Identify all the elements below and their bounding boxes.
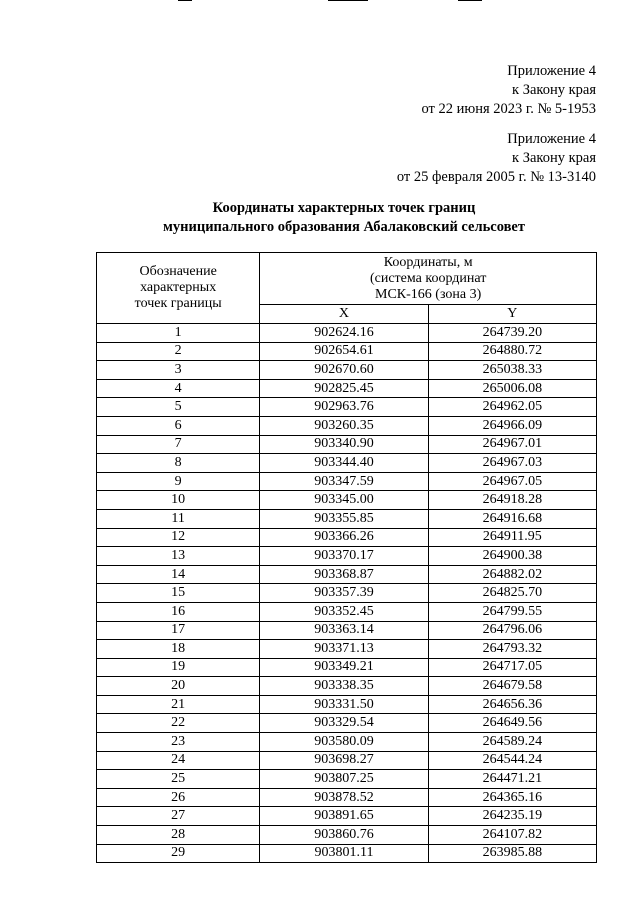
x-column-header: X [260, 305, 428, 324]
point-number-cell: 3 [97, 361, 260, 380]
table-row [97, 491, 597, 510]
y-coordinate-cell: 264962.05 [428, 398, 596, 417]
x-coordinate-cell: 903368.87 [260, 565, 428, 584]
annex-law-ref: к Закону края [512, 150, 596, 166]
title-line: муниципального образования Абалаковский сельсовет [163, 219, 525, 235]
annex-title: Приложение 4 [507, 131, 596, 147]
document-title [0, 199, 640, 237]
point-number-cell: 4 [97, 379, 260, 398]
point-number-cell: 28 [97, 826, 260, 845]
table-row [97, 770, 597, 789]
x-coordinate-cell: 903347.59 [260, 472, 428, 491]
x-coordinate-cell: 903801.11 [260, 844, 428, 863]
y-coordinate-cell: 264799.55 [428, 602, 596, 621]
y-coordinate-cell: 264916.68 [428, 509, 596, 528]
header-line: Обозначение [139, 264, 217, 279]
table-row [97, 788, 597, 807]
y-coordinate-cell: 264900.38 [428, 547, 596, 566]
point-number-cell: 15 [97, 584, 260, 603]
x-coordinate-cell: 902670.60 [260, 361, 428, 380]
x-coordinate-cell: 903340.90 [260, 435, 428, 454]
x-coordinate-cell: 903357.39 [260, 584, 428, 603]
y-coordinate-cell: 264235.19 [428, 807, 596, 826]
x-coordinate-cell: 902654.61 [260, 342, 428, 361]
annex-law-ref: к Закону края [512, 82, 596, 98]
y-coordinate-cell: 264966.09 [428, 416, 596, 435]
y-coordinate-cell: 264471.21 [428, 770, 596, 789]
point-number-cell: 22 [97, 714, 260, 733]
table-row [97, 695, 597, 714]
x-coordinate-cell: 903331.50 [260, 695, 428, 714]
point-designation-header [97, 253, 260, 324]
point-number-cell: 14 [97, 565, 260, 584]
y-coordinate-cell: 264717.05 [428, 658, 596, 677]
table-row [97, 398, 597, 417]
annex-original-reference [397, 130, 596, 187]
x-coordinate-cell: 903860.76 [260, 826, 428, 845]
point-number-cell: 18 [97, 640, 260, 659]
x-coordinate-cell: 903580.09 [260, 733, 428, 752]
y-coordinate-cell: 264967.03 [428, 454, 596, 473]
y-coordinate-cell: 264911.95 [428, 528, 596, 547]
table-row [97, 528, 597, 547]
table-row [97, 584, 597, 603]
y-coordinate-cell: 264107.82 [428, 826, 596, 845]
y-coordinate-cell: 265038.33 [428, 361, 596, 380]
y-coordinate-cell: 264882.02 [428, 565, 596, 584]
x-coordinate-cell: 902624.16 [260, 324, 428, 343]
y-coordinate-cell: 264544.24 [428, 751, 596, 770]
point-number-cell: 13 [97, 547, 260, 566]
table-row [97, 844, 597, 863]
point-number-cell: 6 [97, 416, 260, 435]
x-coordinate-cell: 903370.17 [260, 547, 428, 566]
x-coordinate-cell: 903878.52 [260, 788, 428, 807]
coordinates-header [260, 253, 597, 305]
x-coordinate-cell: 903338.35 [260, 677, 428, 696]
header-line: МСК-166 (зона 3) [375, 286, 482, 302]
point-number-cell: 16 [97, 602, 260, 621]
point-number-cell: 11 [97, 509, 260, 528]
table-row [97, 733, 597, 752]
x-coordinate-cell: 903891.65 [260, 807, 428, 826]
point-number-cell: 23 [97, 733, 260, 752]
annex-date: от 22 июня 2023 г. № 5-1953 [421, 101, 596, 117]
x-coordinate-cell: 903698.27 [260, 751, 428, 770]
table-row [97, 472, 597, 491]
y-coordinate-cell: 264967.01 [428, 435, 596, 454]
annex-current-reference [421, 62, 596, 119]
point-number-cell: 25 [97, 770, 260, 789]
table-row [97, 826, 597, 845]
table-row [97, 714, 597, 733]
point-number-cell: 2 [97, 342, 260, 361]
table-row [97, 416, 597, 435]
x-coordinate-cell: 903355.85 [260, 509, 428, 528]
point-number-cell: 29 [97, 844, 260, 863]
x-coordinate-cell: 903260.35 [260, 416, 428, 435]
table-row [97, 807, 597, 826]
y-coordinate-cell: 264656.36 [428, 695, 596, 714]
x-coordinate-cell: 903329.54 [260, 714, 428, 733]
table-row [97, 454, 597, 473]
x-coordinate-cell: 903344.40 [260, 454, 428, 473]
annex-date: от 25 февраля 2005 г. № 13-3140 [396, 169, 596, 185]
y-coordinate-cell: 264918.28 [428, 491, 596, 510]
y-coordinate-cell: 264679.58 [428, 677, 596, 696]
x-coordinate-cell: 903371.13 [260, 640, 428, 659]
point-number-cell: 12 [97, 528, 260, 547]
table-row [97, 677, 597, 696]
y-coordinate-cell: 264825.70 [428, 584, 596, 603]
table-body [97, 324, 597, 863]
point-number-cell: 9 [97, 472, 260, 491]
point-number-cell: 26 [97, 788, 260, 807]
header-line: Координаты, м [383, 254, 473, 270]
table-row [97, 658, 597, 677]
x-coordinate-cell: 902963.76 [260, 398, 428, 417]
table-row [97, 547, 597, 566]
x-coordinate-cell: 903363.14 [260, 621, 428, 640]
x-coordinate-cell: 902825.45 [260, 379, 428, 398]
x-coordinate-cell: 903345.00 [260, 491, 428, 510]
point-number-cell: 7 [97, 435, 260, 454]
table-row [97, 621, 597, 640]
table-row [97, 342, 597, 361]
header-line: характерных [140, 280, 217, 295]
header-line: (система координат [369, 270, 487, 286]
point-number-cell: 24 [97, 751, 260, 770]
y-column-header: Y [428, 305, 596, 324]
point-number-cell: 17 [97, 621, 260, 640]
table-row [97, 324, 597, 343]
coordinates-table [96, 252, 597, 863]
y-coordinate-cell: 264649.56 [428, 714, 596, 733]
y-coordinate-cell: 264880.72 [428, 342, 596, 361]
x-coordinate-cell: 903807.25 [260, 770, 428, 789]
point-number-cell: 21 [97, 695, 260, 714]
table-row [97, 509, 597, 528]
y-coordinate-cell: 264793.32 [428, 640, 596, 659]
title-line: Координаты характерных точек границ [212, 200, 476, 216]
scan-top-edge-marks [0, 0, 640, 4]
point-number-cell: 20 [97, 677, 260, 696]
table-row [97, 640, 597, 659]
point-number-cell: 1 [97, 324, 260, 343]
table-row [97, 379, 597, 398]
table-row [97, 565, 597, 584]
point-number-cell: 19 [97, 658, 260, 677]
y-coordinate-cell: 264796.06 [428, 621, 596, 640]
annex-title: Приложение 4 [507, 63, 596, 79]
table-row [97, 751, 597, 770]
x-coordinate-cell: 903366.26 [260, 528, 428, 547]
x-coordinate-cell: 903352.45 [260, 602, 428, 621]
table-row [97, 361, 597, 380]
y-coordinate-cell: 264967.05 [428, 472, 596, 491]
table-row [97, 435, 597, 454]
point-number-cell: 10 [97, 491, 260, 510]
y-coordinate-cell: 264365.16 [428, 788, 596, 807]
point-number-cell: 8 [97, 454, 260, 473]
point-number-cell: 27 [97, 807, 260, 826]
y-coordinate-cell: 265006.08 [428, 379, 596, 398]
y-coordinate-cell: 263985.88 [428, 844, 596, 863]
y-coordinate-cell: 264589.24 [428, 733, 596, 752]
y-coordinate-cell: 264739.20 [428, 324, 596, 343]
x-coordinate-cell: 903349.21 [260, 658, 428, 677]
table-row [97, 602, 597, 621]
header-line: точек границы [134, 296, 222, 311]
point-number-cell: 5 [97, 398, 260, 417]
